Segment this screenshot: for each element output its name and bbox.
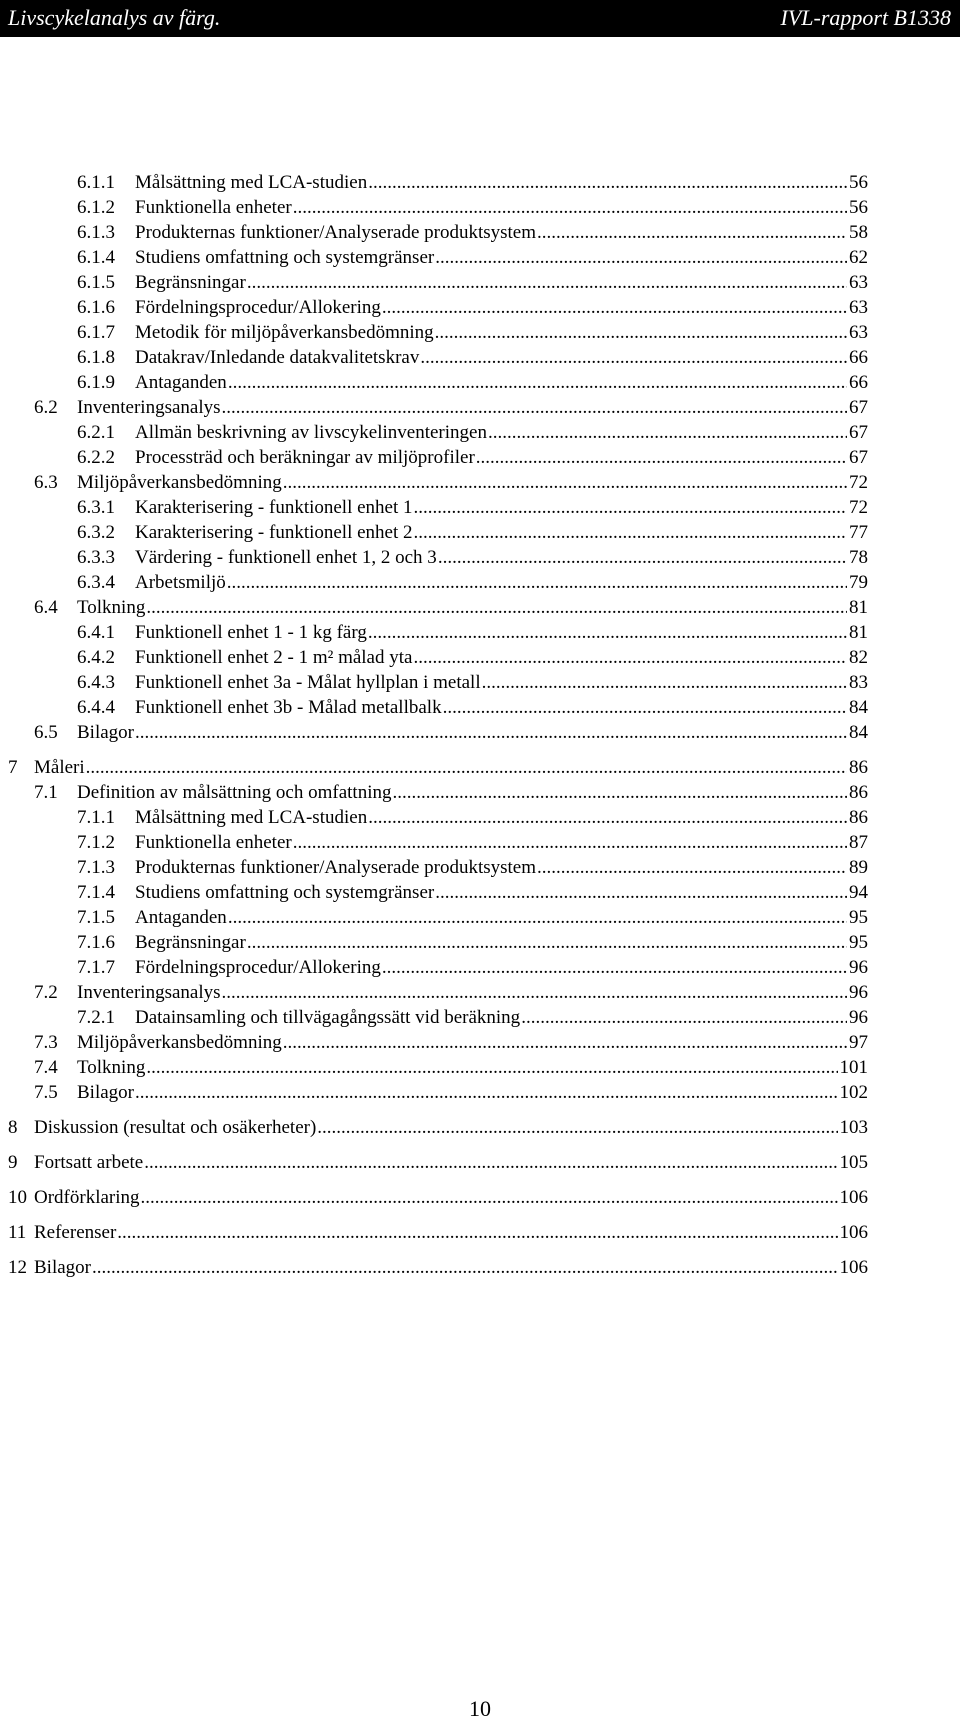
toc-entry-number: 6.4 xyxy=(34,597,58,618)
toc-entry-page: 96 xyxy=(849,982,868,1003)
toc-entry-page: 56 xyxy=(849,197,868,218)
toc-dot-leader xyxy=(227,571,847,595)
toc-entry-page: 95 xyxy=(849,907,868,928)
toc-dot-leader xyxy=(443,696,847,720)
toc-entry[interactable] xyxy=(77,446,868,470)
toc-entry-title: Funktionell enhet 2 - 1 m² målad yta xyxy=(135,647,413,668)
toc-entry-title: Funktionell enhet 1 - 1 kg färg xyxy=(135,622,367,643)
toc-entry[interactable] xyxy=(77,521,868,545)
toc-entry-title: Produkternas funktioner/Analyserade produktsystem xyxy=(135,857,537,878)
toc-dot-leader xyxy=(368,806,847,830)
toc-entry-number: 6.1.1 xyxy=(77,172,115,193)
toc-entry-title: Studiens omfattning och systemgränser xyxy=(135,882,435,903)
toc-entry-title: Bilagor xyxy=(77,1082,134,1103)
toc-entry-number: 7.1.6 xyxy=(77,932,115,953)
toc-entry-number: 6.1.8 xyxy=(77,347,115,368)
toc-entry-page: 72 xyxy=(849,472,868,493)
toc-entry-number: 6.3 xyxy=(34,472,58,493)
toc-entry-title: Miljöpåverkansbedömning xyxy=(77,472,282,493)
toc-entry-title: Metodik för miljöpåverkansbedömning xyxy=(135,322,434,343)
toc-entry-title: Antaganden xyxy=(135,372,227,393)
toc-entry-title: Målsättning med LCA-studien xyxy=(135,807,368,828)
toc-entry-number: 6.1.6 xyxy=(77,297,115,318)
toc-dot-leader xyxy=(413,646,847,670)
toc-dot-leader xyxy=(283,1031,847,1055)
toc-entry-number: 6.2 xyxy=(34,397,58,418)
toc-entry-number: 6.4.3 xyxy=(77,672,115,693)
toc-entry[interactable] xyxy=(77,906,868,930)
toc-entry-page: 58 xyxy=(849,222,868,243)
toc-entry-page: 86 xyxy=(849,757,868,778)
toc-entry[interactable] xyxy=(77,806,868,830)
toc-dot-leader xyxy=(146,596,847,620)
toc-entry[interactable] xyxy=(77,421,868,445)
toc-entry-title: Bilagor xyxy=(77,722,134,743)
toc-entry-number: 6.1.5 xyxy=(77,272,115,293)
toc-entry-title: Måleri xyxy=(34,757,85,778)
toc-entry[interactable] xyxy=(77,621,868,645)
toc-entry-number: 7.1.5 xyxy=(77,907,115,928)
toc-entry-title: Bilagor xyxy=(34,1257,91,1278)
toc-entry-number: 6.1.3 xyxy=(77,222,115,243)
toc-dot-leader xyxy=(382,956,847,980)
toc-entry-number: 6.3.4 xyxy=(77,572,115,593)
toc-entry[interactable] xyxy=(77,646,868,670)
toc-entry[interactable] xyxy=(77,571,868,595)
toc-entry-page: 63 xyxy=(849,297,868,318)
toc-entry[interactable] xyxy=(8,1186,868,1210)
toc-dot-leader xyxy=(141,1186,838,1210)
toc-entry-title: Referenser xyxy=(34,1222,117,1243)
toc-entry-title: Arbetsmiljö xyxy=(135,572,226,593)
toc-entry-page: 66 xyxy=(849,347,868,368)
toc-dot-leader xyxy=(228,371,847,395)
toc-entry-title: Definition av målsättning och omfattning xyxy=(77,782,392,803)
toc-dot-leader xyxy=(146,1056,837,1080)
toc-entry-number: 6.4.2 xyxy=(77,647,115,668)
toc-dot-leader xyxy=(435,881,847,905)
toc-entry-number: 6.3.2 xyxy=(77,522,115,543)
toc-entry[interactable] xyxy=(77,856,868,880)
toc-entry-page: 78 xyxy=(849,547,868,568)
toc-entry[interactable] xyxy=(77,246,868,270)
toc-entry-page: 83 xyxy=(849,672,868,693)
toc-entry-number: 7.1.4 xyxy=(77,882,115,903)
toc-entry-number: 9 xyxy=(8,1152,18,1173)
toc-entry-title: Funktionell enhet 3a - Målat hyllplan i metall xyxy=(135,672,481,693)
toc-entry[interactable] xyxy=(77,1006,868,1030)
toc-dot-leader xyxy=(222,981,847,1005)
toc-entry-number: 6.4.4 xyxy=(77,697,115,718)
toc-entry-page: 86 xyxy=(849,807,868,828)
toc-entry-number: 8 xyxy=(8,1117,18,1138)
toc-dot-leader xyxy=(482,671,847,695)
toc-entry-number: 6.2.1 xyxy=(77,422,115,443)
toc-dot-leader xyxy=(144,1151,837,1175)
toc-dot-leader xyxy=(317,1116,837,1140)
toc-entry-title: Antaganden xyxy=(135,907,227,928)
toc-entry-title: Tolkning xyxy=(77,1057,146,1078)
header-document-title: Livscykelanalys av färg. xyxy=(8,5,221,30)
toc-entry-number: 7.1.1 xyxy=(77,807,115,828)
toc-entry-title: Datainsamling och tillvägagångssätt vid beräkning xyxy=(135,1007,521,1028)
toc-entry-number: 6.4.1 xyxy=(77,622,115,643)
toc-entry[interactable] xyxy=(77,671,868,695)
toc-entry-number: 6.1.7 xyxy=(77,322,115,343)
toc-dot-leader xyxy=(476,446,847,470)
toc-entry-title: Begränsningar xyxy=(135,932,246,953)
toc-entry-page: 84 xyxy=(849,697,868,718)
toc-dot-leader xyxy=(135,1081,838,1105)
toc-entry-title: Processträd och beräkningar av miljöprofiler xyxy=(135,447,475,468)
toc-entry-title: Produkternas funktioner/Analyserade produktsystem xyxy=(135,222,537,243)
toc-entry-page: 86 xyxy=(849,782,868,803)
toc-entry-title: Tolkning xyxy=(77,597,146,618)
toc-entry[interactable] xyxy=(77,271,868,295)
toc-dot-leader xyxy=(537,221,847,245)
toc-entry-title: Ordförklaring xyxy=(34,1187,140,1208)
toc-entry[interactable] xyxy=(34,471,868,495)
toc-entry-page: 56 xyxy=(849,172,868,193)
toc-entry-page: 77 xyxy=(849,522,868,543)
toc-entry-page: 67 xyxy=(849,447,868,468)
toc-entry-page: 62 xyxy=(849,247,868,268)
toc-entry-number: 11 xyxy=(8,1222,27,1243)
toc-entry-number: 7.2 xyxy=(34,982,58,1003)
toc-entry[interactable] xyxy=(77,931,868,955)
toc-entry-page: 63 xyxy=(849,322,868,343)
toc-entry-number: 7.3 xyxy=(34,1032,58,1053)
toc-entry-number: 7.2.1 xyxy=(77,1007,115,1028)
toc-entry[interactable] xyxy=(77,496,868,520)
toc-entry-title: Inventeringsanalys xyxy=(77,397,221,418)
toc-dot-leader xyxy=(368,621,847,645)
toc-entry-page: 63 xyxy=(849,272,868,293)
toc-entry-number: 7.4 xyxy=(34,1057,58,1078)
toc-entry-page: 97 xyxy=(849,1032,868,1053)
toc-entry-page: 94 xyxy=(849,882,868,903)
toc-entry[interactable] xyxy=(8,1256,868,1280)
toc-dot-leader xyxy=(92,1256,838,1280)
toc-entry-number: 6.1.2 xyxy=(77,197,115,218)
toc-entry-number: 7.5 xyxy=(34,1082,58,1103)
toc-dot-leader xyxy=(247,931,847,955)
toc-entry-title: Miljöpåverkansbedömning xyxy=(77,1032,282,1053)
toc-dot-leader xyxy=(382,296,847,320)
toc-entry-page: 67 xyxy=(849,422,868,443)
toc-dot-leader xyxy=(435,321,847,345)
toc-entry[interactable] xyxy=(34,1056,868,1080)
toc-entry-number: 7.1.2 xyxy=(77,832,115,853)
toc-dot-leader xyxy=(293,831,847,855)
toc-entry-page: 101 xyxy=(839,1057,868,1078)
toc-dot-leader xyxy=(283,471,847,495)
toc-entry[interactable] xyxy=(77,196,868,220)
toc-dot-leader xyxy=(86,756,847,780)
toc-dot-leader xyxy=(135,721,847,745)
toc-entry[interactable] xyxy=(8,756,868,780)
toc-entry-page: 95 xyxy=(849,932,868,953)
toc-entry-title: Datakrav/Inledande datakvalitetskrav xyxy=(135,347,420,368)
toc-entry-number: 6.1.9 xyxy=(77,372,115,393)
toc-entry[interactable] xyxy=(34,781,868,805)
toc-entry-number: 10 xyxy=(8,1187,27,1208)
toc-entry-number: 7 xyxy=(8,757,18,778)
toc-entry-title: Målsättning med LCA-studien xyxy=(135,172,368,193)
toc-entry[interactable] xyxy=(77,221,868,245)
toc-dot-leader xyxy=(117,1221,837,1245)
toc-entry-title: Funktionell enhet 3b - Målad metallbalk xyxy=(135,697,442,718)
toc-entry-title: Fortsatt arbete xyxy=(34,1152,144,1173)
toc-entry[interactable] xyxy=(77,831,868,855)
toc-entry-page: 96 xyxy=(849,957,868,978)
toc-entry[interactable] xyxy=(77,696,868,720)
toc-entry-title: Karakterisering - funktionell enhet 2 xyxy=(135,522,413,543)
toc-dot-leader xyxy=(438,546,847,570)
toc-entry[interactable] xyxy=(34,721,868,745)
toc-dot-leader xyxy=(222,396,847,420)
toc-entry-page: 106 xyxy=(839,1187,868,1208)
toc-entry[interactable] xyxy=(77,546,868,570)
toc-entry-number: 7.1 xyxy=(34,782,58,803)
toc-entry-title: Allmän beskrivning av livscykelinventeringen xyxy=(135,422,487,443)
toc-entry-page: 89 xyxy=(849,857,868,878)
toc-entry-title: Värdering - funktionell enhet 1, 2 och 3 xyxy=(135,547,437,568)
toc-entry-page: 102 xyxy=(839,1082,868,1103)
toc-entry-page: 106 xyxy=(839,1257,868,1278)
toc-entry-title: Inventeringsanalys xyxy=(77,982,221,1003)
toc-entry-title: Begränsningar xyxy=(135,272,246,293)
toc-entry-title: Karakterisering - funktionell enhet 1 xyxy=(135,497,413,518)
toc-entry-page: 67 xyxy=(849,397,868,418)
toc-entry[interactable] xyxy=(8,1116,868,1140)
toc-entry-page: 79 xyxy=(849,572,868,593)
toc-entry[interactable] xyxy=(77,321,868,345)
toc-entry-number: 7.1.7 xyxy=(77,957,115,978)
toc-entry-number: 6.5 xyxy=(34,722,58,743)
toc-entry-title: Fördelningsprocedur/Allokering xyxy=(135,297,381,318)
toc-entry-page: 82 xyxy=(849,647,868,668)
toc-dot-leader xyxy=(420,346,847,370)
toc-dot-leader xyxy=(435,246,847,270)
toc-entry[interactable] xyxy=(34,1081,868,1105)
toc-entry-number: 6.3.1 xyxy=(77,497,115,518)
toc-entry[interactable] xyxy=(77,956,868,980)
toc-entry-title: Diskussion (resultat och osäkerheter) xyxy=(34,1117,317,1138)
toc-entry-page: 103 xyxy=(839,1117,868,1138)
toc-entry-title: Fördelningsprocedur/Allokering xyxy=(135,957,381,978)
toc-entry-page: 72 xyxy=(849,497,868,518)
toc-dot-leader xyxy=(368,171,847,195)
toc-dot-leader xyxy=(393,781,848,805)
toc-entry[interactable] xyxy=(34,1031,868,1055)
toc-entry-page: 81 xyxy=(849,597,868,618)
toc-entry[interactable] xyxy=(77,881,868,905)
toc-dot-leader xyxy=(521,1006,847,1030)
toc-entry-page: 106 xyxy=(839,1222,868,1243)
toc-entry[interactable] xyxy=(34,981,868,1005)
toc-dot-leader xyxy=(414,496,847,520)
toc-entry[interactable] xyxy=(34,596,868,620)
toc-entry-number: 6.3.3 xyxy=(77,547,115,568)
toc-dot-leader xyxy=(414,521,847,545)
toc-dot-leader xyxy=(537,856,847,880)
page-header xyxy=(0,0,960,37)
toc-entry-number: 7.1.3 xyxy=(77,857,115,878)
toc-entry[interactable] xyxy=(8,1151,868,1175)
toc-entry[interactable] xyxy=(77,171,868,195)
toc-dot-leader xyxy=(228,906,847,930)
toc-entry-number: 6.1.4 xyxy=(77,247,115,268)
toc-entry-number: 6.2.2 xyxy=(77,447,115,468)
toc-entry-number: 12 xyxy=(8,1257,27,1278)
toc-entry[interactable] xyxy=(77,371,868,395)
toc-entry-title: Studiens omfattning och systemgränser xyxy=(135,247,435,268)
toc-entry-page: 66 xyxy=(849,372,868,393)
toc-entry-page: 105 xyxy=(839,1152,868,1173)
toc-entry-page: 96 xyxy=(849,1007,868,1028)
toc-entry[interactable] xyxy=(77,296,868,320)
toc-dot-leader xyxy=(293,196,847,220)
toc-entry-title: Funktionella enheter xyxy=(135,197,292,218)
toc-entry-title: Funktionella enheter xyxy=(135,832,292,853)
header-report-number: IVL-rapport B1338 xyxy=(780,5,951,30)
toc-entry[interactable] xyxy=(77,346,868,370)
toc-dot-leader xyxy=(247,271,847,295)
toc-dot-leader xyxy=(488,421,847,445)
toc-entry-page: 81 xyxy=(849,622,868,643)
page-number: 10 xyxy=(469,1696,491,1721)
toc-entry-page: 84 xyxy=(849,722,868,743)
toc-entry[interactable] xyxy=(34,396,868,420)
toc-entry-page: 87 xyxy=(849,832,868,853)
toc-entry[interactable] xyxy=(8,1221,868,1245)
